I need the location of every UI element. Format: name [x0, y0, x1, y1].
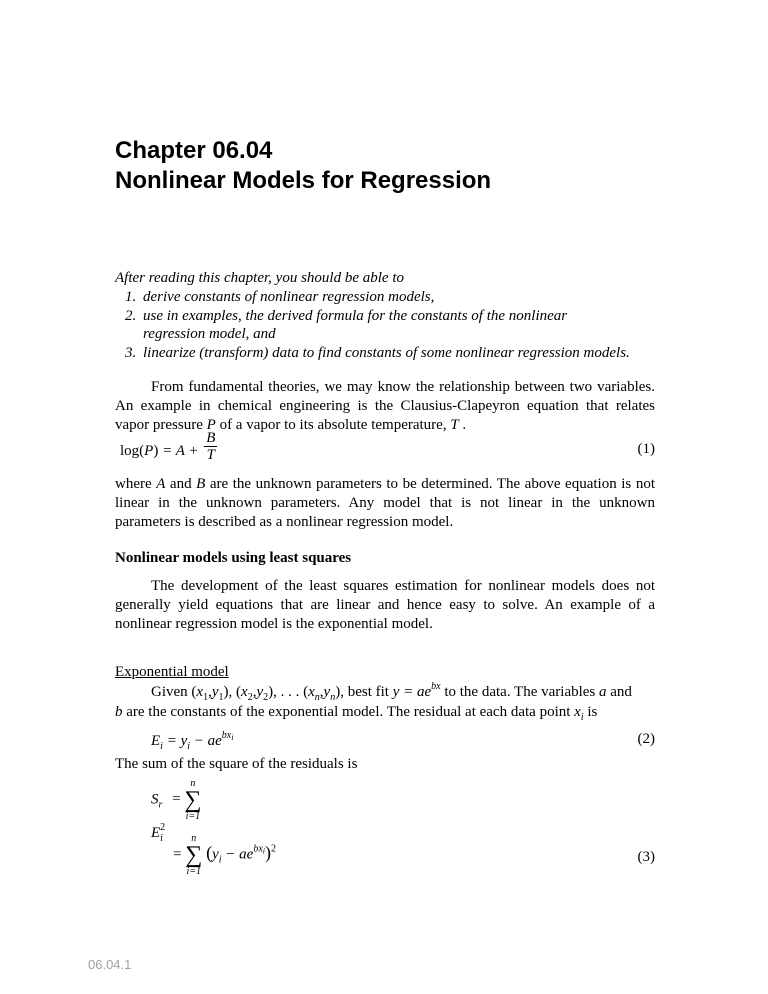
equation-number: (1)	[637, 441, 655, 457]
section-paragraph: The development of the least squares estimation for nonlinear models does not generally yield equations that are linear and hence easy to solve. An example of a nonlinear regression model is the exponential model.	[115, 578, 655, 632]
chapter-title	[115, 136, 491, 196]
chapter-number: Chapter 06.04	[115, 137, 273, 164]
equation-number: (2)	[637, 731, 655, 747]
section-heading: Nonlinear models using least squares	[115, 550, 352, 566]
exponential-line-1: Given $(x_1,y_1)$, $(x_2,y_2)$, . . . $(x_n,y_n)$, best fit $y = ae^{bx}$ to the data. The variables a and	[151, 681, 632, 703]
objective-item: 1. derive constants of nonlinear regression models,	[125, 288, 435, 305]
sum-intro: The sum of the square of the residuals is	[115, 756, 358, 772]
page-number: 06.04.1	[88, 957, 132, 972]
summation-sign: n ∑ i=1	[184, 778, 202, 822]
equation-number: (3)	[637, 849, 655, 865]
objective-item: 3. linearize (transform) data to find constants of some nonlinear regression models.	[125, 345, 630, 361]
definition-paragraph: where A and B are the unknown parameters to be determined. The above equation is not linear in the unknown parameters. Any model that is not linear in the unknown parameters is described as a nonlinear regression model.	[115, 476, 655, 530]
equation-1: log(P) = A + $\frac{B}{T}$ (1)	[120, 430, 655, 463]
equation-2: $E_i = y_i - ae^{bxi}$ (2)	[151, 730, 655, 752]
exponential-line-2: b are the constants of the exponential model. The residual at each data point $x_i$ is	[115, 704, 598, 723]
subsection-heading: Exponential model	[115, 664, 229, 680]
intro-paragraph: From fundamental theories, we may know the relationship between two variables. An example in chemical engineering is the Clausius-Clapeyron equation that relates vapor pressure P of a vapor to its absolute temperature, T .	[115, 379, 655, 433]
summation-sign: n ∑ i=1	[185, 833, 203, 877]
fraction: $\frac{B}{T}$	[206, 430, 216, 463]
objectives-intro: After reading this chapter, you should be able to	[115, 270, 404, 286]
chapter-name: Nonlinear Models for Regression	[115, 167, 492, 194]
objectives	[115, 269, 655, 363]
objective-item: 2. use in examples, the derived formula for the constants of the nonlinear regression model, and	[125, 307, 568, 343]
equation-3: $S_r$ = n ∑ i=1 $E^2_i$ = n ∑ i=1 $(y_i - ae^{bxi})^2$ (3)	[151, 778, 655, 877]
